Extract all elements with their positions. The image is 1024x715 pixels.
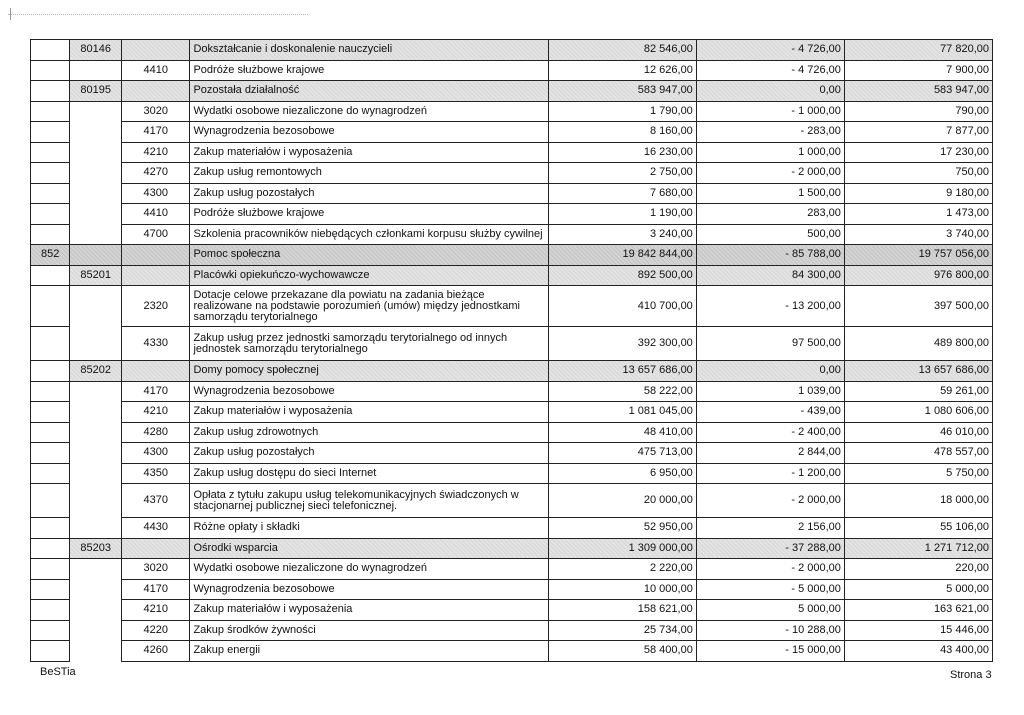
cell-plan: 1 309 000,00 xyxy=(548,538,696,559)
cell-after: 163 621,00 xyxy=(844,600,992,621)
cell-rozdzial xyxy=(70,641,122,662)
cell-rozdzial xyxy=(70,484,122,518)
cell-after: 750,00 xyxy=(844,163,992,184)
cell-after: 15 446,00 xyxy=(844,620,992,641)
cell-rozdzial xyxy=(70,620,122,641)
cell-after: 13 657 686,00 xyxy=(844,361,992,382)
cell-name: Domy pomocy społecznej xyxy=(190,361,548,382)
cell-paragraf: 4210 xyxy=(122,402,190,423)
cell-plan: 2 750,00 xyxy=(548,163,696,184)
cell-paragraf: 4410 xyxy=(122,60,190,81)
cell-dzial xyxy=(31,40,70,61)
footer-software-name: BeSTia xyxy=(40,666,76,678)
cell-name: Zakup usług remontowych xyxy=(190,163,548,184)
cell-change: 5 000,00 xyxy=(696,600,844,621)
table-row xyxy=(31,327,993,361)
cell-name: Wynagrodzenia bezosobowe xyxy=(190,579,548,600)
cell-dzial xyxy=(31,381,70,402)
cell-change: - 283,00 xyxy=(696,122,844,143)
table-row xyxy=(31,224,993,245)
cell-rozdzial: 80146 xyxy=(70,40,122,61)
cell-rozdzial xyxy=(70,204,122,225)
cell-paragraf xyxy=(122,81,190,102)
cell-name: Zakup środków żywności xyxy=(190,620,548,641)
cell-plan: 8 160,00 xyxy=(548,122,696,143)
cell-name: Zakup usług zdrowotnych xyxy=(190,422,548,443)
cell-paragraf: 4170 xyxy=(122,579,190,600)
cell-after: 583 947,00 xyxy=(844,81,992,102)
cell-paragraf: 3020 xyxy=(122,559,190,580)
cell-plan: 58 222,00 xyxy=(548,381,696,402)
table-row xyxy=(31,538,993,559)
cell-name: Zakup materiałów i wyposażenia xyxy=(190,600,548,621)
cell-rozdzial xyxy=(70,402,122,423)
cell-plan: 52 950,00 xyxy=(548,518,696,539)
cell-plan: 410 700,00 xyxy=(548,286,696,327)
cell-after: 397 500,00 xyxy=(844,286,992,327)
cell-paragraf xyxy=(122,538,190,559)
cell-name: Zakup usług przez jednostki samorządu terytorialnego od innych jednostek samorządu terytorialnego xyxy=(190,327,548,361)
cell-rozdzial xyxy=(70,381,122,402)
cell-after: 220,00 xyxy=(844,559,992,580)
cell-paragraf: 3020 xyxy=(122,101,190,122)
cell-dzial xyxy=(31,484,70,518)
cell-plan: 58 400,00 xyxy=(548,641,696,662)
cell-dzial xyxy=(31,163,70,184)
cell-dzial xyxy=(31,443,70,464)
cell-paragraf: 4170 xyxy=(122,381,190,402)
cell-change: - 1 000,00 xyxy=(696,101,844,122)
cell-change: - 10 288,00 xyxy=(696,620,844,641)
cell-plan: 3 240,00 xyxy=(548,224,696,245)
table-row xyxy=(31,620,993,641)
cell-plan: 6 950,00 xyxy=(548,463,696,484)
cell-name: Podróże służbowe krajowe xyxy=(190,60,548,81)
cell-paragraf xyxy=(122,361,190,382)
cell-name: Podróże służbowe krajowe xyxy=(190,204,548,225)
cell-plan: 892 500,00 xyxy=(548,265,696,286)
cell-paragraf: 4700 xyxy=(122,224,190,245)
cell-change: - 2 400,00 xyxy=(696,422,844,443)
table-row xyxy=(31,559,993,580)
cell-rozdzial: 85202 xyxy=(70,361,122,382)
table-row xyxy=(31,641,993,662)
cell-after: 976 800,00 xyxy=(844,265,992,286)
cell-after: 7 877,00 xyxy=(844,122,992,143)
footer-page-number: Strona 3 xyxy=(950,669,992,681)
cell-plan: 82 546,00 xyxy=(548,40,696,61)
scan-artifact-line xyxy=(8,14,308,15)
cell-change: - 1 200,00 xyxy=(696,463,844,484)
table-row xyxy=(31,286,993,327)
cell-plan: 25 734,00 xyxy=(548,620,696,641)
cell-name: Zakup materiałów i wyposażenia xyxy=(190,142,548,163)
cell-change: - 85 788,00 xyxy=(696,245,844,266)
cell-after: 1 473,00 xyxy=(844,204,992,225)
table-row xyxy=(31,204,993,225)
table-row xyxy=(31,443,993,464)
cell-paragraf: 4430 xyxy=(122,518,190,539)
table-row xyxy=(31,60,993,81)
cell-rozdzial xyxy=(70,559,122,580)
cell-change: 1 039,00 xyxy=(696,381,844,402)
cell-plan: 19 842 844,00 xyxy=(548,245,696,266)
cell-after: 46 010,00 xyxy=(844,422,992,443)
cell-paragraf: 4210 xyxy=(122,142,190,163)
cell-dzial: 852 xyxy=(31,245,70,266)
table-row xyxy=(31,381,993,402)
cell-paragraf xyxy=(122,245,190,266)
cell-after: 18 000,00 xyxy=(844,484,992,518)
cell-paragraf: 2320 xyxy=(122,286,190,327)
cell-dzial xyxy=(31,579,70,600)
cell-paragraf: 4210 xyxy=(122,600,190,621)
cell-rozdzial xyxy=(70,101,122,122)
cell-plan: 7 680,00 xyxy=(548,183,696,204)
cell-paragraf: 4370 xyxy=(122,484,190,518)
cell-name: Zakup usług pozostałych xyxy=(190,443,548,464)
cell-change: 1 000,00 xyxy=(696,142,844,163)
cell-name: Różne opłaty i składki xyxy=(190,518,548,539)
cell-after: 19 757 056,00 xyxy=(844,245,992,266)
cell-change: 0,00 xyxy=(696,361,844,382)
cell-dzial xyxy=(31,600,70,621)
cell-dzial xyxy=(31,559,70,580)
cell-plan: 20 000,00 xyxy=(548,484,696,518)
cell-rozdzial: 80195 xyxy=(70,81,122,102)
cell-rozdzial xyxy=(70,245,122,266)
cell-change: 97 500,00 xyxy=(696,327,844,361)
cell-change: 0,00 xyxy=(696,81,844,102)
cell-dzial xyxy=(31,224,70,245)
cell-after: 55 106,00 xyxy=(844,518,992,539)
cell-dzial xyxy=(31,327,70,361)
budget-table xyxy=(30,39,993,662)
cell-name: Zakup energii xyxy=(190,641,548,662)
cell-paragraf: 4260 xyxy=(122,641,190,662)
cell-change: 2 844,00 xyxy=(696,443,844,464)
cell-rozdzial xyxy=(70,224,122,245)
cell-plan: 16 230,00 xyxy=(548,142,696,163)
cell-dzial xyxy=(31,60,70,81)
cell-dzial xyxy=(31,620,70,641)
cell-plan: 12 626,00 xyxy=(548,60,696,81)
cell-dzial xyxy=(31,204,70,225)
cell-change: - 37 288,00 xyxy=(696,538,844,559)
cell-after: 489 800,00 xyxy=(844,327,992,361)
table-row xyxy=(31,163,993,184)
cell-after: 7 900,00 xyxy=(844,60,992,81)
cell-name: Wydatki osobowe niezaliczone do wynagrodzeń xyxy=(190,559,548,580)
cell-name: Ośrodki wsparcia xyxy=(190,538,548,559)
cell-dzial xyxy=(31,538,70,559)
cell-rozdzial: 85201 xyxy=(70,265,122,286)
table-row xyxy=(31,142,993,163)
cell-dzial xyxy=(31,142,70,163)
cell-rozdzial xyxy=(70,518,122,539)
cell-after: 1 271 712,00 xyxy=(844,538,992,559)
cell-name: Dotacje celowe przekazane dla powiatu na zadania bieżące realizowane na podstawie porozumień (umów) między jednostkami samorządu terytorialnego xyxy=(190,286,548,327)
cell-paragraf: 4300 xyxy=(122,183,190,204)
table-row xyxy=(31,101,993,122)
cell-rozdzial xyxy=(70,60,122,81)
cell-name: Placówki opiekuńczo-wychowawcze xyxy=(190,265,548,286)
cell-rozdzial xyxy=(70,183,122,204)
cell-plan: 1 081 045,00 xyxy=(548,402,696,423)
cell-plan: 392 300,00 xyxy=(548,327,696,361)
cell-name: Wydatki osobowe niezaliczone do wynagrodzeń xyxy=(190,101,548,122)
cell-after: 17 230,00 xyxy=(844,142,992,163)
cell-name: Zakup materiałów i wyposażenia xyxy=(190,402,548,423)
cell-change: 84 300,00 xyxy=(696,265,844,286)
cell-dzial xyxy=(31,183,70,204)
table-row xyxy=(31,245,993,266)
cell-change: - 2 000,00 xyxy=(696,484,844,518)
table-row xyxy=(31,183,993,204)
cell-dzial xyxy=(31,463,70,484)
cell-change: - 2 000,00 xyxy=(696,163,844,184)
cell-dzial xyxy=(31,422,70,443)
cell-name: Dokształcanie i doskonalenie nauczycieli xyxy=(190,40,548,61)
cell-plan: 475 713,00 xyxy=(548,443,696,464)
cell-rozdzial xyxy=(70,163,122,184)
table-row xyxy=(31,81,993,102)
cell-after: 478 557,00 xyxy=(844,443,992,464)
budget-table-body xyxy=(31,40,993,662)
cell-name: Pomoc społeczna xyxy=(190,245,548,266)
cell-dzial xyxy=(31,122,70,143)
cell-rozdzial xyxy=(70,327,122,361)
cell-change: 2 156,00 xyxy=(696,518,844,539)
table-row xyxy=(31,422,993,443)
cell-paragraf: 4170 xyxy=(122,122,190,143)
cell-after: 1 080 606,00 xyxy=(844,402,992,423)
cell-change: - 13 200,00 xyxy=(696,286,844,327)
cell-change: - 4 726,00 xyxy=(696,40,844,61)
table-row xyxy=(31,518,993,539)
cell-name: Zakup usług dostępu do sieci Internet xyxy=(190,463,548,484)
cell-rozdzial xyxy=(70,463,122,484)
cell-dzial xyxy=(31,286,70,327)
cell-dzial xyxy=(31,518,70,539)
cell-paragraf: 4330 xyxy=(122,327,190,361)
cell-after: 59 261,00 xyxy=(844,381,992,402)
cell-rozdzial xyxy=(70,422,122,443)
cell-after: 5 000,00 xyxy=(844,579,992,600)
cell-change: - 5 000,00 xyxy=(696,579,844,600)
cell-paragraf: 4280 xyxy=(122,422,190,443)
cell-change: - 2 000,00 xyxy=(696,559,844,580)
table-row xyxy=(31,484,993,518)
table-row xyxy=(31,265,993,286)
cell-dzial xyxy=(31,641,70,662)
cell-rozdzial xyxy=(70,142,122,163)
cell-after: 790,00 xyxy=(844,101,992,122)
cell-change: 283,00 xyxy=(696,204,844,225)
cell-rozdzial: 85203 xyxy=(70,538,122,559)
table-row xyxy=(31,40,993,61)
cell-change: 500,00 xyxy=(696,224,844,245)
cell-name: Opłata z tytułu zakupu usług telekomunikacyjnych świadczonych w stacjonarnej publicznej sieci telefonicznej. xyxy=(190,484,548,518)
table-row xyxy=(31,361,993,382)
cell-plan: 1 190,00 xyxy=(548,204,696,225)
cell-name: Zakup usług pozostałych xyxy=(190,183,548,204)
cell-name: Wynagrodzenia bezosobowe xyxy=(190,381,548,402)
cell-after: 3 740,00 xyxy=(844,224,992,245)
cell-name: Szkolenia pracowników niebędących członkami korpusu służby cywilnej xyxy=(190,224,548,245)
cell-change: 1 500,00 xyxy=(696,183,844,204)
cell-rozdzial xyxy=(70,579,122,600)
cell-after: 43 400,00 xyxy=(844,641,992,662)
cell-change: - 4 726,00 xyxy=(696,60,844,81)
cell-plan: 158 621,00 xyxy=(548,600,696,621)
cell-rozdzial xyxy=(70,122,122,143)
cell-plan: 48 410,00 xyxy=(548,422,696,443)
cell-after: 5 750,00 xyxy=(844,463,992,484)
cell-after: 9 180,00 xyxy=(844,183,992,204)
cell-dzial xyxy=(31,81,70,102)
cell-plan: 10 000,00 xyxy=(548,579,696,600)
cell-after: 77 820,00 xyxy=(844,40,992,61)
cell-paragraf: 4300 xyxy=(122,443,190,464)
table-row xyxy=(31,600,993,621)
cell-rozdzial xyxy=(70,600,122,621)
table-row xyxy=(31,122,993,143)
cell-dzial xyxy=(31,265,70,286)
cell-paragraf: 4410 xyxy=(122,204,190,225)
cell-change: - 439,00 xyxy=(696,402,844,423)
table-row xyxy=(31,579,993,600)
cell-plan: 1 790,00 xyxy=(548,101,696,122)
cell-name: Wynagrodzenia bezosobowe xyxy=(190,122,548,143)
cell-paragraf: 4270 xyxy=(122,163,190,184)
cell-plan: 583 947,00 xyxy=(548,81,696,102)
cell-name: Pozostała działalność xyxy=(190,81,548,102)
cell-dzial xyxy=(31,402,70,423)
cell-dzial xyxy=(31,361,70,382)
cell-paragraf xyxy=(122,40,190,61)
cell-rozdzial xyxy=(70,286,122,327)
cell-plan: 13 657 686,00 xyxy=(548,361,696,382)
cell-paragraf xyxy=(122,265,190,286)
cell-paragraf: 4220 xyxy=(122,620,190,641)
table-row xyxy=(31,463,993,484)
cell-rozdzial xyxy=(70,443,122,464)
cell-paragraf: 4350 xyxy=(122,463,190,484)
table-row xyxy=(31,402,993,423)
cell-plan: 2 220,00 xyxy=(548,559,696,580)
cell-change: - 15 000,00 xyxy=(696,641,844,662)
cell-dzial xyxy=(31,101,70,122)
